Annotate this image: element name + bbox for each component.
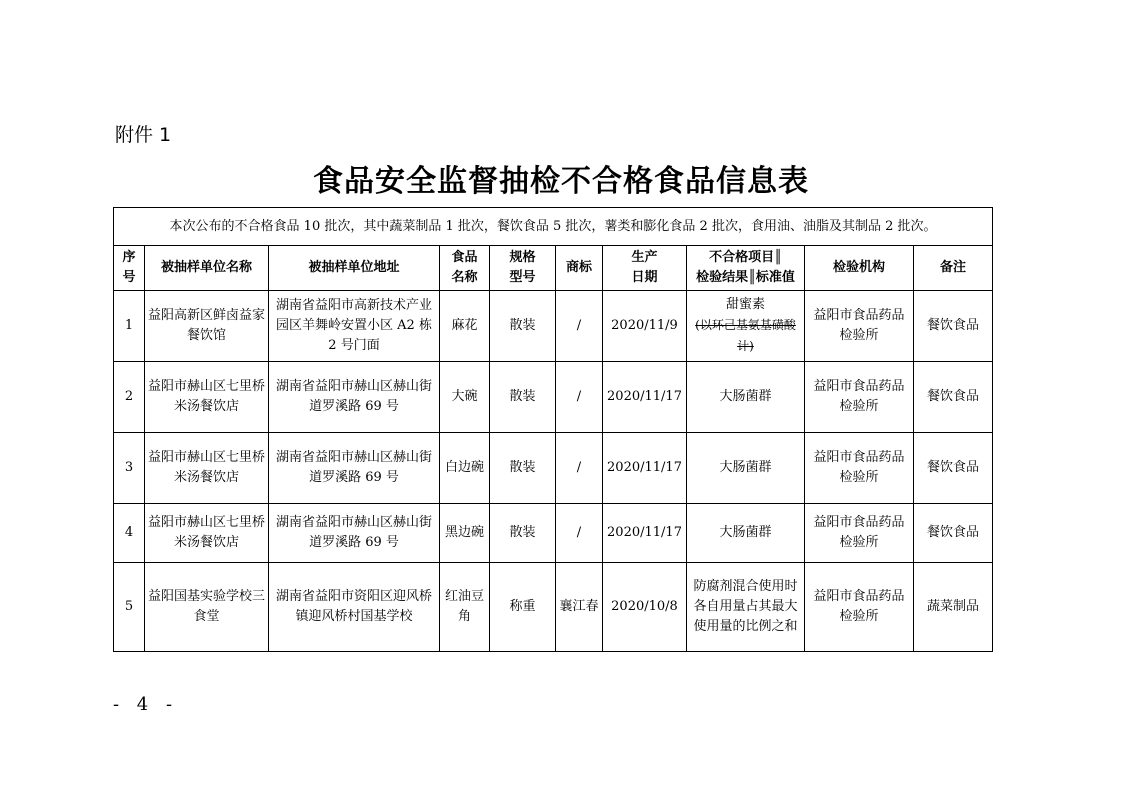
cell-unit-name: 益阳市赫山区七里桥米汤餐饮店 <box>145 504 269 563</box>
cell-item <box>687 291 805 362</box>
cell-brand: / <box>556 362 603 433</box>
cell-unit-address: 湖南省益阳市高新技术产业园区羊舞岭安置小区 A2 栋 2 号门面 <box>269 291 440 362</box>
cell-brand: / <box>556 291 603 362</box>
cell-unit-name: 益阳高新区鲜卤益家餐饮馆 <box>145 291 269 362</box>
header-spec-l1: 规格 <box>509 250 536 265</box>
header-unit-name: 被抽样单位名称 <box>145 246 269 291</box>
cell-item: 大肠菌群 <box>687 433 805 504</box>
summary-row <box>114 208 993 246</box>
table-row <box>114 362 993 433</box>
cell-date: 2020/11/17 <box>603 362 687 433</box>
header-date-l1: 生产 <box>631 250 658 265</box>
cell-item: 大肠菌群 <box>687 362 805 433</box>
table-row <box>114 504 993 563</box>
cell-spec: 称重 <box>490 563 556 652</box>
cell-brand: 襄江春 <box>556 563 603 652</box>
cell-remark: 餐饮食品 <box>914 291 993 362</box>
table-row <box>114 433 993 504</box>
cell-agency: 益阳市食品药品检验所 <box>805 433 914 504</box>
header-remark: 备注 <box>914 246 993 291</box>
cell-brand: / <box>556 504 603 563</box>
cell-seq: 4 <box>114 504 145 563</box>
cell-unit-address: 湖南省益阳市资阳区迎风桥镇迎风桥村国基学校 <box>269 563 440 652</box>
header-item-l1: 不合格项目║ <box>709 250 782 265</box>
cell-food-name: 红油豆角 <box>440 563 490 652</box>
cell-remark: 餐饮食品 <box>914 433 993 504</box>
cell-food-name: 大碗 <box>440 362 490 433</box>
header-spec <box>490 246 556 291</box>
summary-text: 本次公布的不合格食品 10 批次，其中蔬菜制品 1 批次，餐饮食品 5 批次，薯类和膨化食品 2 批次，食用油、油脂及其制品 2 批次。 <box>114 208 993 246</box>
cell-remark: 蔬菜制品 <box>914 563 993 652</box>
cell-seq: 3 <box>114 433 145 504</box>
unqualified-food-table <box>113 207 993 652</box>
cell-date: 2020/11/17 <box>603 433 687 504</box>
header-brand: 商标 <box>556 246 603 291</box>
cell-food-name: 黑边碗 <box>440 504 490 563</box>
cell-agency: 益阳市食品药品检验所 <box>805 563 914 652</box>
table-row <box>114 563 993 652</box>
header-item <box>687 246 805 291</box>
cell-remark: 餐饮食品 <box>914 504 993 563</box>
cell-spec: 散装 <box>490 433 556 504</box>
cell-remark: 餐饮食品 <box>914 362 993 433</box>
header-seq: 序号 <box>114 246 145 291</box>
page-number: - 4 - <box>113 694 179 715</box>
header-food-name <box>440 246 490 291</box>
cell-food-name: 麻花 <box>440 291 490 362</box>
cell-spec: 散装 <box>490 504 556 563</box>
cell-seq: 2 <box>114 362 145 433</box>
cell-seq: 5 <box>114 563 145 652</box>
cell-unit-name: 益阳国基实验学校三食堂 <box>145 563 269 652</box>
cell-food-name: 白边碗 <box>440 433 490 504</box>
header-food-name-l1: 食品 <box>451 250 478 265</box>
header-spec-l2: 型号 <box>509 270 536 285</box>
header-agency: 检验机构 <box>805 246 914 291</box>
header-date <box>603 246 687 291</box>
cell-agency: 益阳市食品药品检验所 <box>805 504 914 563</box>
cell-spec: 散装 <box>490 291 556 362</box>
header-item-l2: 检验结果║标准值 <box>696 270 795 285</box>
cell-unit-address: 湖南省益阳市赫山区赫山街道罗溪路 69 号 <box>269 362 440 433</box>
cell-seq: 1 <box>114 291 145 362</box>
cell-item-text: 甜蜜素 <box>725 297 765 312</box>
cell-date: 2020/10/8 <box>603 563 687 652</box>
cell-agency: 益阳市食品药品检验所 <box>805 362 914 433</box>
header-date-l2: 日期 <box>631 270 658 285</box>
cell-date: 2020/11/17 <box>603 504 687 563</box>
cell-item: 防腐剂混合使用时各自用量占其最大使用量的比例之和 <box>687 563 805 652</box>
cell-brand: / <box>556 433 603 504</box>
header-row <box>114 246 993 291</box>
attachment-label: 附件 1 <box>115 124 172 146</box>
cell-unit-address: 湖南省益阳市赫山区赫山街道罗溪路 69 号 <box>269 433 440 504</box>
header-food-name-l2: 名称 <box>451 270 478 285</box>
cell-date: 2020/11/9 <box>603 291 687 362</box>
cell-spec: 散装 <box>490 362 556 433</box>
page-title: 食品安全监督抽检不合格食品信息表 <box>313 164 809 199</box>
cell-unit-name: 益阳市赫山区七里桥米汤餐饮店 <box>145 362 269 433</box>
header-unit-address: 被抽样单位地址 <box>269 246 440 291</box>
cell-item-note: (以环己基氨基磺酸计) <box>695 318 796 353</box>
table-row <box>114 291 993 362</box>
cell-item: 大肠菌群 <box>687 504 805 563</box>
cell-unit-address: 湖南省益阳市赫山区赫山街道罗溪路 69 号 <box>269 504 440 563</box>
cell-agency: 益阳市食品药品检验所 <box>805 291 914 362</box>
cell-unit-name: 益阳市赫山区七里桥米汤餐饮店 <box>145 433 269 504</box>
